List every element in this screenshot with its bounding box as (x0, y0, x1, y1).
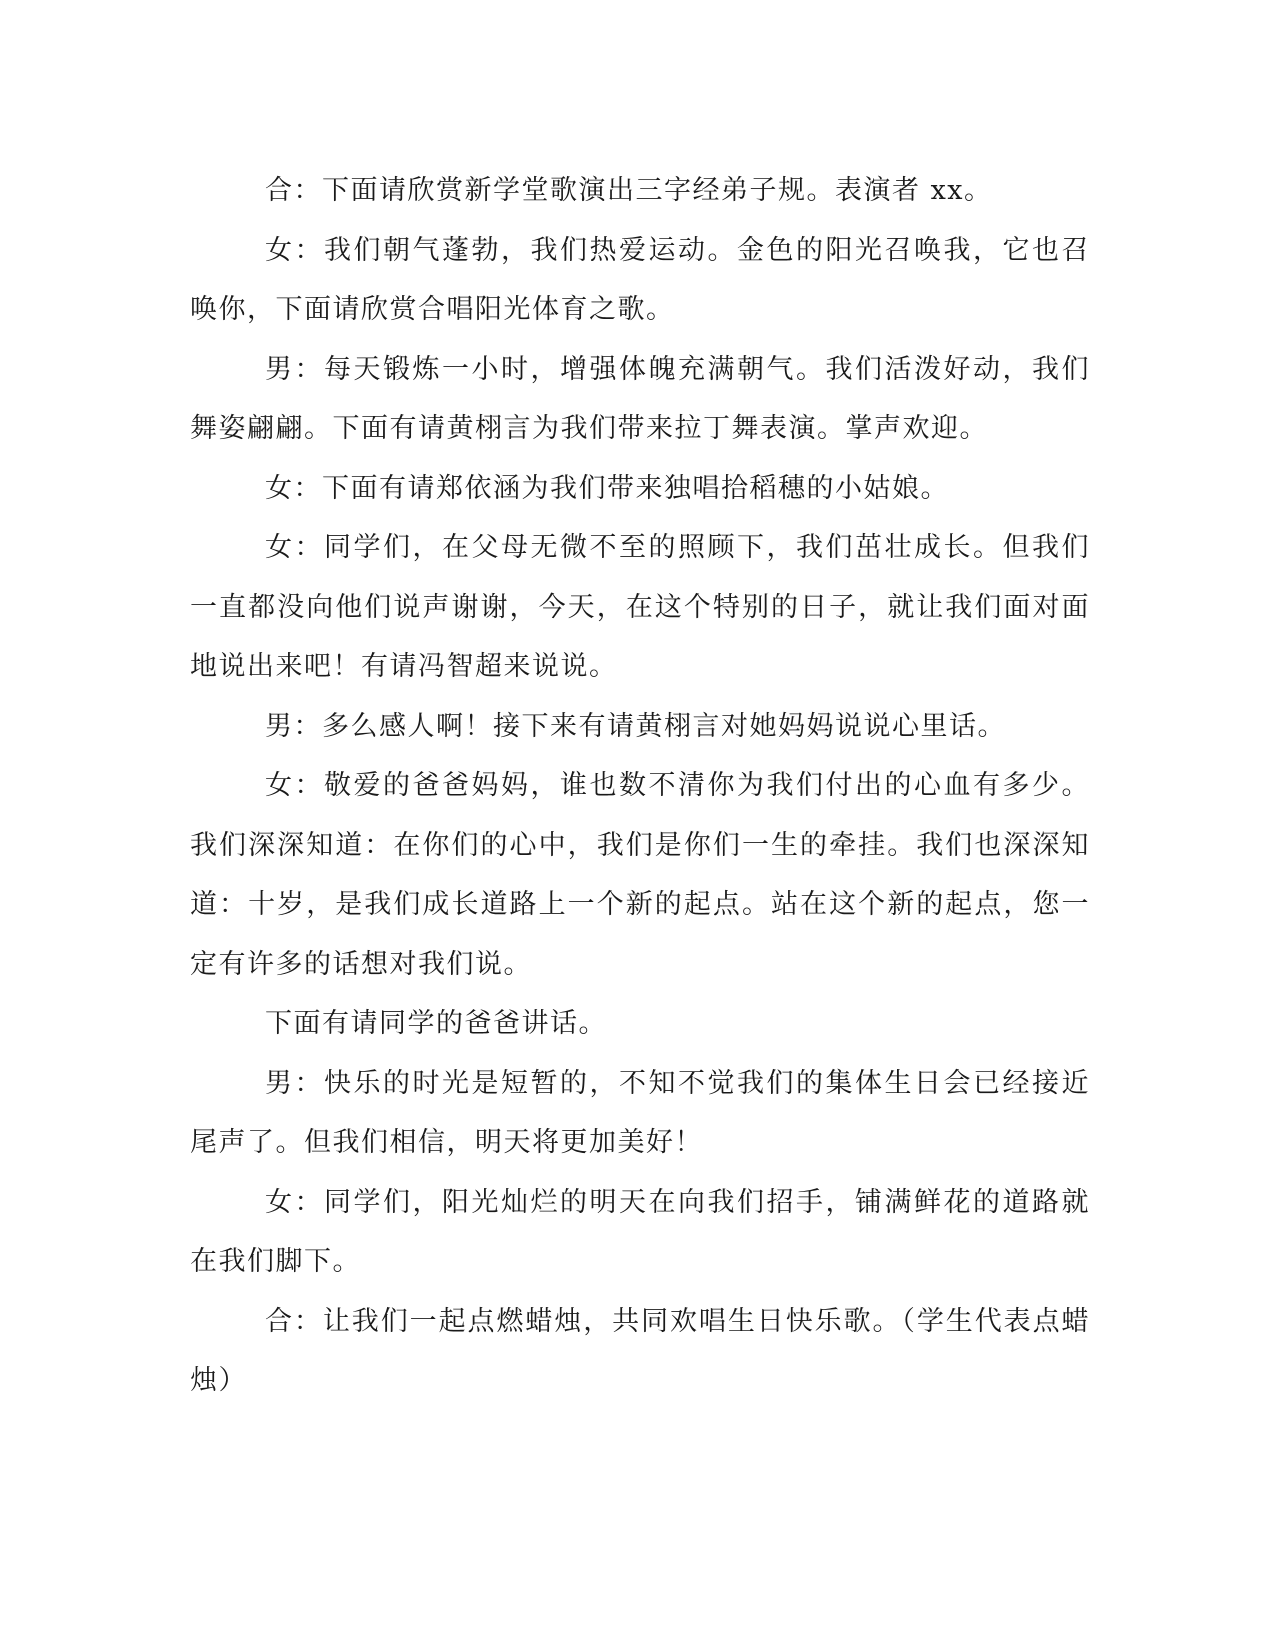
paragraph-2: 女：我们朝气蓬勃，我们热爱运动。金色的阳光召唤我，它也召唤你，下面请欣赏合唱阳光体育之歌。 (190, 234, 1090, 325)
paragraph-10: 女：同学们，阳光灿烂的明天在向我们招手，铺满鲜花的道路就在我们脚下。 (190, 1186, 1090, 1277)
paragraph-3: 男：每天锻炼一小时，增强体魄充满朝气。我们活泼好动，我们舞姿翩翩。下面有请黄栩言为我们带来拉丁舞表演。掌声欢迎。 (190, 353, 1090, 444)
paragraph-1: 合：下面请欣赏新学堂歌演出三字经弟子规。表演者 xx。 (265, 175, 993, 206)
paragraph-8: 下面有请同学的爸爸讲话。 (265, 1008, 607, 1039)
paragraph-4: 女：下面有请郑依涵为我们带来独唱拾稻穗的小姑娘。 (265, 472, 949, 504)
paragraph-9: 男：快乐的时光是短暂的，不知不觉我们的集体生日会已经接近尾声了。但我们相信，明天将更加美好！ (190, 1067, 1090, 1158)
paragraph-6: 男：多么感人啊！接下来有请黄栩言对她妈妈说说心里话。 (265, 710, 1006, 742)
document-body (190, 161, 1090, 1411)
paragraph-7: 女：敬爱的爸爸妈妈，谁也数不清你为我们付出的心血有多少。我们深深知道：在你们的心中，我们是你们一生的牵挂。我们也深深知道：十岁，是我们成长道路上一个新的起点。站在这个新的起点，您一定有许多的话想对我们说。 (190, 770, 1090, 980)
paragraph-5: 女：同学们，在父母无微不至的照顾下，我们茁壮成长。但我们一直都没向他们说声谢谢，今天，在这个特别的日子，就让我们面对面地说出来吧！有请冯智超来说说。 (190, 532, 1090, 682)
paragraph-11: 合：让我们一起点燃蜡烛，共同欢唱生日快乐歌。（学生代表点蜡烛） (190, 1305, 1090, 1396)
